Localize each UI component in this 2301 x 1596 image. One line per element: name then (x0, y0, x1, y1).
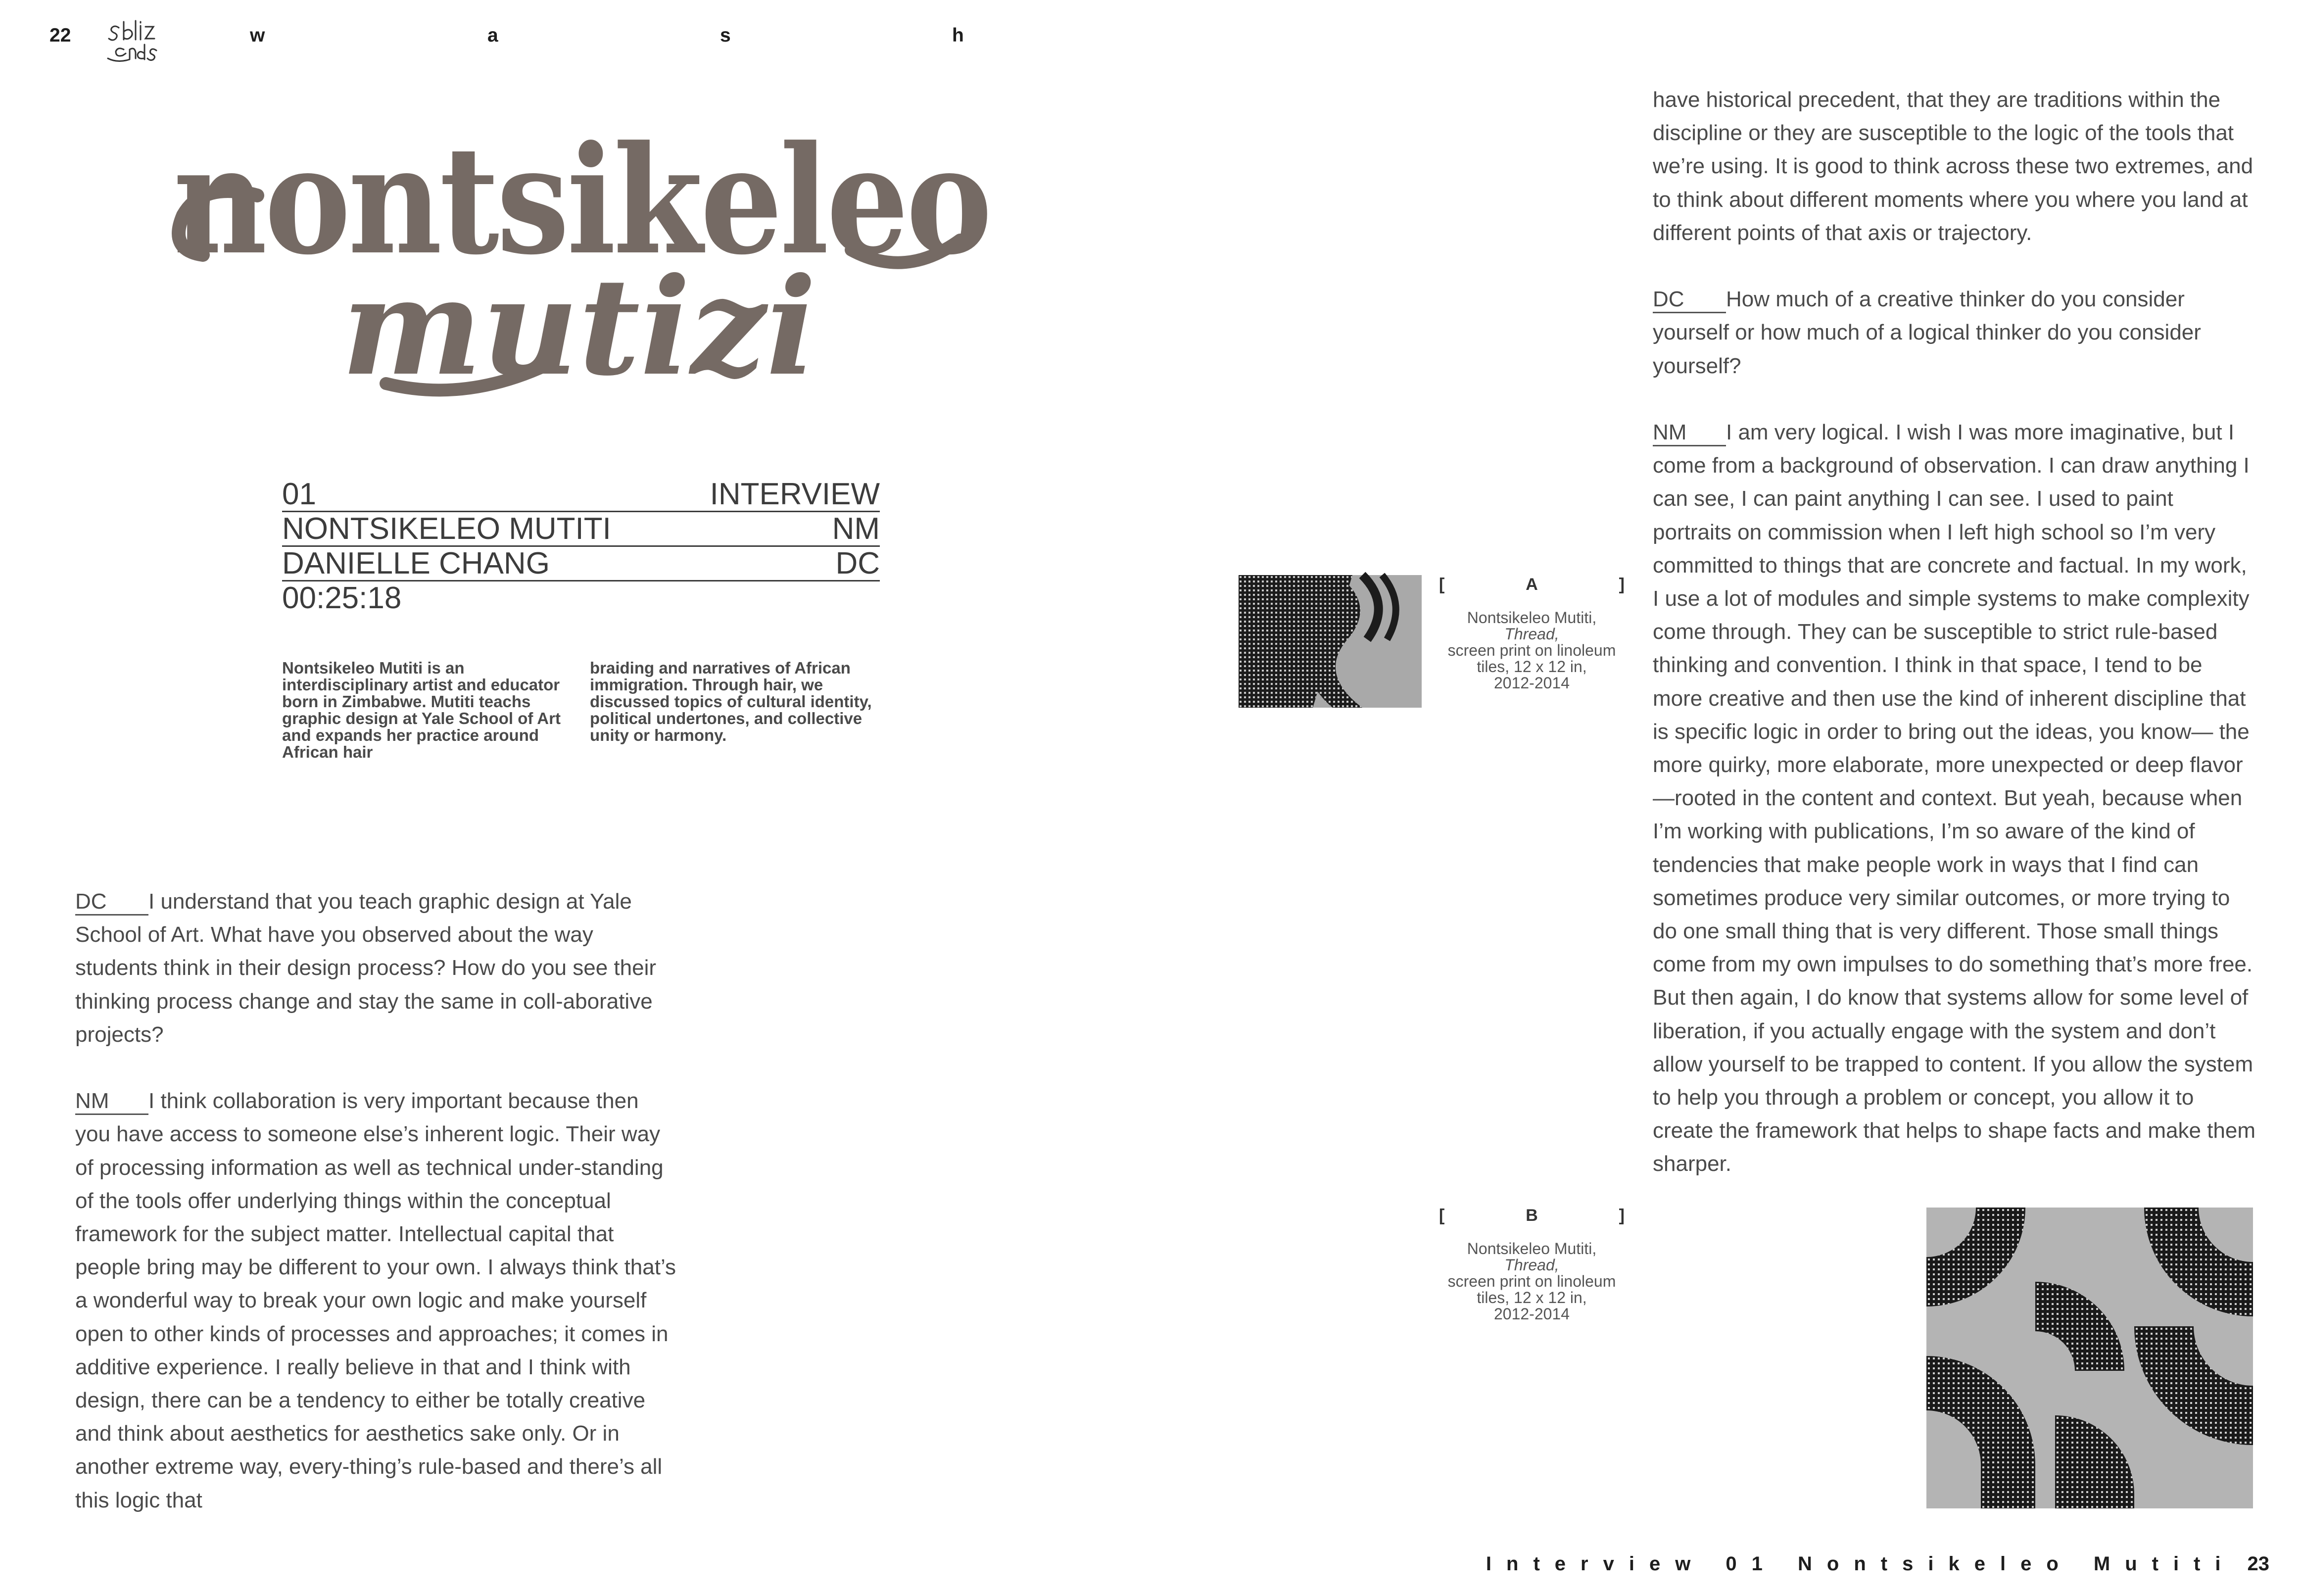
info-row-interviewer (282, 547, 880, 581)
speaker-tag: DC (1653, 287, 1726, 313)
header-letter-w: w (250, 25, 265, 46)
right-body-column (1653, 83, 2256, 1214)
interviewee-initials: NM (832, 512, 880, 546)
abstract-column-1: Nontsikeleo Mutiti is an interdisciplinary artist and educator born in Zimbabwe. Mutiti teachs graphic design at Yale School of Art and expands her practice around African hair (282, 659, 561, 761)
caption-years: 2012-2014 (1493, 674, 1570, 692)
caption-medium: screen print on linoleum tiles, 12 x 12 in, (1447, 641, 1616, 676)
running-title: Interview 01 Nontsikeleo Mutiti (1486, 1553, 2236, 1575)
right-page-number: 23 (2247, 1553, 2269, 1575)
title-first-name: nontsikeleo (173, 113, 990, 288)
qa-paragraph (75, 1084, 679, 1517)
caption-work-title: Thread, (1504, 1256, 1559, 1274)
interviewer-initials: DC (835, 546, 880, 580)
bracket-open: [ (1439, 575, 1445, 594)
paragraph-text: How much of a creative thinker do you consider yourself or how much of a logical thinker do you consider yourself? (1653, 287, 2201, 378)
speaker-tag: NM (1653, 420, 1726, 446)
interview-number: 01 (282, 477, 316, 511)
caption-medium: screen print on linoleum tiles, 12 x 12 in, (1447, 1272, 1616, 1306)
header-letter-a: a (487, 25, 498, 46)
abstract-column-2: braiding and narratives of African immigration. Through hair, we discussed topics of cultural identity, political undertones, and collective unity or harmony. (590, 659, 872, 744)
bracket-close: ] (1619, 1206, 1625, 1225)
paragraph-text: I think collaboration is very important because then you have access to someone else’s inherent logic. Their way of processing information as well as technical under-standing of the tools offer underlying things within the conceptual framework for the subject matter. Intellectual capital that people bring may be different to your own. I always think that’s a wonderful way to break your own logic and make yourself open to other kinds of processes and approaches; it comes in additive experience. I really believe in that and I think with design, there can be a tendency to either be totally creative and think about aesthetics for aesthetics sake only. Or in another extreme way, every-thing’s rule-based and there’s all this logic that (75, 1089, 676, 1512)
paragraph-text: I understand that you teach graphic design at Yale School of Art. What have you observed about the way students think in their design process? How do you see their thinking process change and stay the same in coll-aborative projects? (75, 889, 656, 1047)
caption-work-title: Thread, (1504, 625, 1559, 643)
display-title (173, 113, 995, 405)
qa-paragraph (1653, 283, 2256, 383)
header-letter-h: h (952, 25, 964, 46)
qa-paragraph (75, 885, 679, 1051)
caption-years: 2012-2014 (1493, 1305, 1570, 1323)
left-page-number: 22 (49, 25, 71, 46)
caption-a-label (1439, 577, 1625, 593)
qa-paragraph (1653, 416, 2256, 1181)
caption-b (1439, 1208, 1625, 1322)
artwork-image-a (1239, 575, 1422, 708)
caption-letter: A (1526, 575, 1538, 594)
running-footer (1486, 1553, 2269, 1575)
caption-letter: B (1526, 1206, 1538, 1225)
info-row-number (282, 478, 880, 512)
interview-label: INTERVIEW (710, 477, 880, 511)
interview-duration: 00:25:18 (282, 581, 402, 615)
qa-paragraph (1653, 83, 2256, 249)
artwork-image-b (1926, 1208, 2253, 1508)
title-last-name: mutizi (341, 248, 816, 405)
caption-artist: Nontsikeleo Mutiti, (1467, 609, 1597, 627)
header-letter-s: s (720, 25, 731, 46)
caption-a (1439, 577, 1625, 691)
interview-info-table (282, 478, 880, 615)
caption-artist: Nontsikeleo Mutiti, (1467, 1240, 1597, 1257)
bracket-open: [ (1439, 1206, 1445, 1225)
split-ends-logo (104, 19, 167, 64)
speaker-tag: DC (75, 889, 148, 916)
interviewer-name: DANIELLE CHANG (282, 546, 550, 580)
speaker-tag: NM (75, 1089, 148, 1115)
bracket-close: ] (1619, 575, 1625, 594)
info-row-interviewee (282, 512, 880, 547)
caption-b-label (1439, 1208, 1625, 1224)
info-row-duration (282, 581, 880, 615)
left-body-column (75, 885, 679, 1550)
paragraph-text: have historical precedent, that they are traditions within the discipline or they are susceptible to the logic of the tools that we’re using. It is good to think across these two extremes, and to think about different moments where you where you land at different points of that axis or trajectory. (1653, 88, 2253, 245)
interviewee-name: NONTSIKELEO MUTITI (282, 512, 611, 546)
paragraph-text: I am very logical. I wish I was more imaginative, but I come from a background of observation. I can draw anything I can see, I can paint anything I can see. I used to paint portraits on commission when I left high school so I’m very committed to things that are concrete and factual. In my work, I use a lot of modules and simple systems to make complexity come through. They can be susceptible to strict rule-based thinking and convention. I think in that space, I tend to be more creative and then use the kind of inherent discipline that is specific logic in order to bring out the ideas, you know— the more quirky, more elaborate, more unexpected or deep flavor —rooted in the content and context. But yeah, because when I’m working with publications, I’m so aware of the kind of tendencies that make people work in ways that I find can sometimes produce very similar outcomes, or more trying to do one small thing that is very different. Those small things come from my own impulses to do something that’s more free. But then again, I do know that systems allow for some level of liberation, if you actually engage with the system and don’t allow yourself to be trapped to content. If you allow the system to help you through a problem or concept, you allow it to create the framework that helps to shape facts and make them sharper. (1653, 420, 2255, 1176)
